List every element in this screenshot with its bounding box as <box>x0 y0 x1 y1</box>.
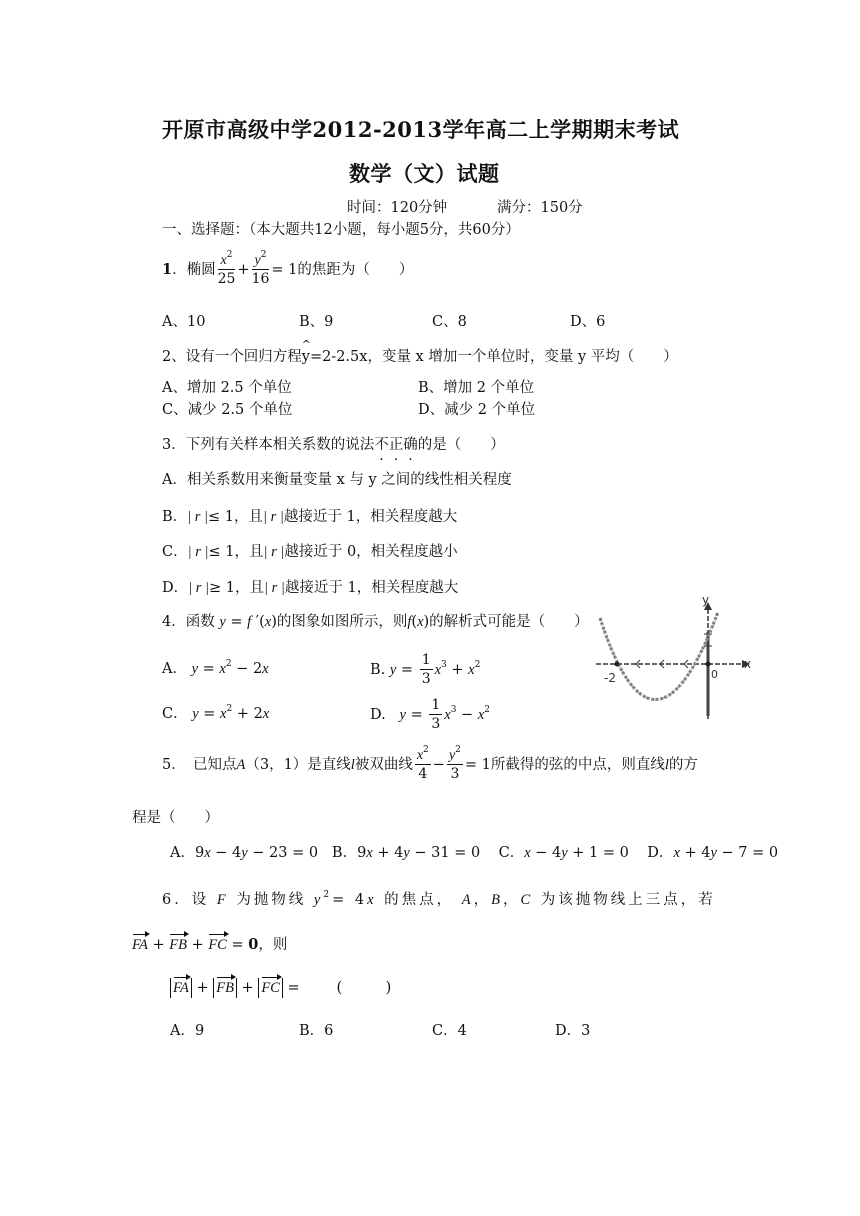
option-text: 越接近于 1，相关程度越大 <box>283 509 458 525</box>
option-text: 越接近于 1，相关程度越大 <box>284 580 459 596</box>
fraction-x2-25: $\frac{x^2}{25}$ <box>217 250 236 287</box>
q3-option-c: C．| r |≤ 1，且| r |越接近于 0，相关程度越小 <box>162 544 458 560</box>
fraction-y2-3: $\frac{y^2}{3}$ <box>448 745 461 782</box>
question-6: 6．设 F 为抛物线 $y^2= 4x$ 的焦点， A，B，C 为该抛物线上三点，若 <box>162 890 716 908</box>
question-text: 3．下列有关样本相关系数的说法 <box>162 437 375 453</box>
question-text: 所截得的弦的中点，则直线 <box>490 757 665 773</box>
question-1: 1．椭圆 $\frac{x^2}{25}$ + $\frac{y^2}{16}$ = 1的焦距为（ ） <box>162 250 414 287</box>
magnitude-sum: FA + FB + FC = ( ) <box>170 978 391 998</box>
y-hat: ^ y <box>302 347 310 367</box>
neg-two-label: -2 <box>604 671 616 685</box>
question-text: 6．设 <box>162 892 210 908</box>
q4-option-b: B. y = $\frac{1}{3}$ $x^3 + x^2$ <box>370 652 481 687</box>
question-text: 为抛物线 <box>236 892 307 908</box>
exam-subtitle: 数学（文）试题 <box>349 161 500 186</box>
q1-option-c: C、8 <box>432 314 467 330</box>
question-text: ．椭圆 <box>172 262 216 278</box>
question-text: 5． 已知点 <box>162 757 237 773</box>
q2-option-a: A、增加 2.5 个单位 <box>162 380 292 396</box>
question-text: 的是（ ） <box>417 437 505 453</box>
q4-option-d: D. y = $\frac{1}{3}$ $x^3 - x^2$ <box>370 697 490 732</box>
fraction-y2-16: $\frac{y^2}{16}$ <box>251 250 270 287</box>
question-text: 的焦点， <box>384 892 455 908</box>
question-text: 被双曲线 <box>354 757 413 773</box>
question-4: 4．函数 y = f ′(x)的图象如图所示，则f(x)的解析式可能是（ ） <box>162 614 589 630</box>
question-text: 2、设有一个回归方程 <box>162 349 302 365</box>
q6-option-a: A．9 <box>170 1023 205 1039</box>
emphasis-char: 确 <box>403 437 418 453</box>
section-heading: 一、选择题：（本大题共12小题，每小题5分，共60分） <box>162 222 520 238</box>
q6-option-b: B．6 <box>299 1023 334 1039</box>
question-text: （3，1）是直线 <box>245 757 351 773</box>
question-text: 为该抛物线上三点，若 <box>540 892 716 908</box>
question-text: 的焦距为（ ） <box>297 262 414 278</box>
function-graph <box>592 594 756 724</box>
q1-option-d: D、6 <box>570 314 606 330</box>
q2-option-d: D、减少 2 个单位 <box>418 402 536 418</box>
q4-option-c: C． $y = x^2 + 2x$ <box>162 704 270 722</box>
q1-option-b: B、9 <box>299 314 334 330</box>
q3-option-d: D．| r |≥ 1，且| r |越接近于 1，相关程度越大 <box>162 580 459 596</box>
question-3 <box>162 435 505 455</box>
question-text: =2-2.5x，变量 x 增加一个单位时，变量 y 平均（ ） <box>309 349 678 365</box>
question-5-cont: 程是（ ） <box>132 810 219 826</box>
question-text: 的解析式可能是（ ） <box>429 614 589 630</box>
q3-option-a: A．相关系数用来衡量变量 x 与 y 之间的线性相关程度 <box>162 472 512 488</box>
question-text: 的方 <box>668 757 698 773</box>
q4-option-a: A． $y = x^2 - 2x$ <box>162 659 269 677</box>
y-axis-label: y <box>702 594 710 607</box>
x-axis-label: x <box>744 657 752 671</box>
answer-paren: ( ) <box>336 980 392 996</box>
exam-time: 时间：120分钟 <box>347 200 448 216</box>
question-2 <box>162 347 678 367</box>
origin-label: 0 <box>711 668 718 681</box>
fraction-x2-4: $\frac{x^2}{4}$ <box>416 745 429 782</box>
q1-option-a: A、10 <box>162 314 206 330</box>
q6-option-d: D．3 <box>555 1023 591 1039</box>
question-text: ，则 <box>258 937 288 953</box>
q2-option-c: C、减少 2.5 个单位 <box>162 402 293 418</box>
emphasis-char: 正 <box>388 437 404 453</box>
exam-title: 开原市高级中学2012-2013学年高二上学期期末考试 <box>162 117 680 142</box>
q2-option-b: B、增加 2 个单位 <box>418 380 535 396</box>
q6-option-c: C．4 <box>432 1023 467 1039</box>
question-5: 5． 已知点A（3，1）是直线l被双曲线 $\frac{x^2}{4}$ − $\frac{y^2}{3}$ = 1所截得的弦的中点，则直线l的方 <box>162 745 698 782</box>
option-text: 越接近于 0，相关程度越小 <box>284 544 458 560</box>
vector-sum: FA + FB + FC = 0，则 <box>132 936 288 953</box>
q3-option-b: B．| r |≤ 1，且| r |越接近于 1，相关程度越大 <box>162 509 458 525</box>
question-text: 的图象如图所示，则 <box>276 614 408 630</box>
q5-options: A．9x − 4y − 23 = 0 B．9x + 4y − 31 = 0 C．x − 4y + 1 = 0 D．x + 4y − 7 = 0 <box>170 845 779 861</box>
question-text: 4．函数 <box>162 614 215 630</box>
emphasis-char: 不 <box>374 437 389 453</box>
exam-score: 满分：150分 <box>497 200 583 216</box>
question-number: 1 <box>162 261 173 278</box>
